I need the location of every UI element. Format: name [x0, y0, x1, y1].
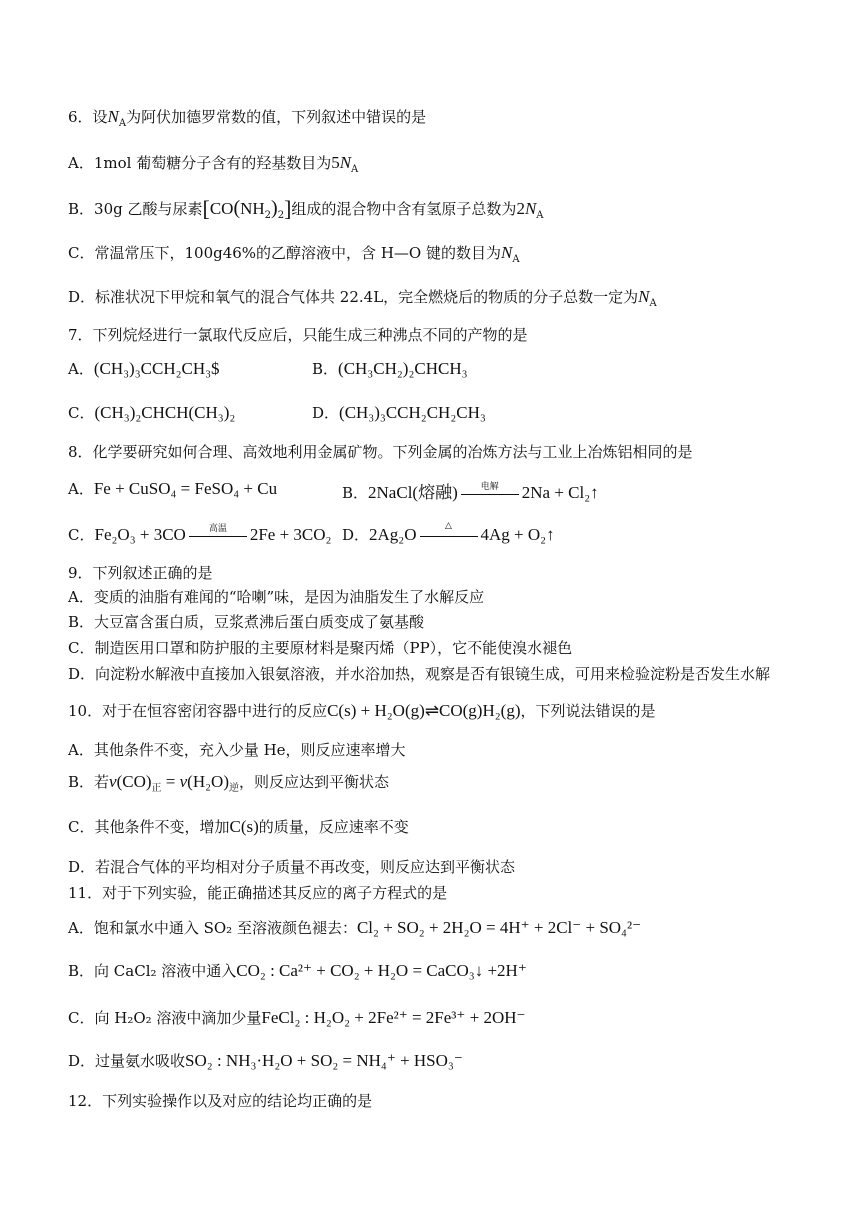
q10-b-reverse: 逆 [228, 783, 239, 794]
q10-option-b [68, 771, 389, 794]
q11-option-b [68, 960, 527, 981]
q10-b-equals: = [161, 772, 180, 791]
q8-c-arrow [189, 524, 247, 543]
na-symbol: N [107, 107, 119, 126]
q8-c-condition: 高温 [208, 524, 227, 534]
q8-d-label: D． [342, 526, 370, 544]
q8-c-left: Fe₂O₃ + 3CO [94, 525, 186, 544]
na-symbol: N [638, 287, 650, 306]
q11-a-pre: A．饱和氯水中通入 SO₂ 至溶液颜色褪去： [68, 919, 357, 937]
q8-option-c [68, 524, 331, 545]
q7-d-formula: (CH₃)₃CCH₂CH₂CH₃ [339, 403, 486, 422]
q8-a-equation: Fe + CuSO₄ = FeSO₄ + Cu [93, 479, 278, 498]
q6-b-formula-co: CO [209, 199, 234, 218]
q6-stem-post: 为阿伏加德罗常数的值，下列叙述中错误的是 [126, 108, 427, 126]
q8-c-label: C． [68, 526, 95, 544]
q11-c-pre: C．向 H₂O₂ 溶液中滴加少量 [68, 1009, 262, 1027]
q10-b-forward: 正 [151, 783, 162, 794]
q11-option-d [68, 1050, 463, 1071]
q8-option-d [342, 521, 555, 545]
q11-b-pre: B．向 CaCl₂ 溶液中通入 [68, 962, 237, 980]
na-subscript: A [118, 118, 127, 129]
na-subscript: A [649, 298, 657, 309]
q6-b-sub-outer: 2 [277, 210, 285, 221]
q9-option-b: B．大豆富含蛋白质，豆浆煮沸后蛋白质变成了氨基酸 [68, 613, 425, 631]
q8-b-right: 2Na + Cl₂↑ [521, 483, 599, 502]
q8-a-label: A． [68, 480, 94, 498]
q11-d-equation: SO₂ : NH₃·H₂O + SO₂ = NH₄⁺ + HSO₃⁻ [185, 1051, 463, 1070]
q10-b-post: ，则反应达到平衡状态 [238, 773, 389, 791]
q11-c-equation: FeCl₂ : H₂O₂ + 2Fe²⁺ = 2Fe³⁺ + 2OH⁻ [261, 1008, 526, 1027]
q9-option-d: D．向淀粉水解液中直接加入银氨溶液，并水浴加热，观察是否有银镜生成，可用来检验淀粉是否发生水解 [68, 665, 771, 683]
q8-b-condition: 电解 [480, 482, 499, 492]
q10-reaction-left: C(s) + H₂O(g) [327, 701, 425, 720]
na-subscript: A [512, 254, 520, 265]
q6-option-b [68, 196, 544, 222]
na-subscript: A [351, 164, 359, 175]
q10-option-c [68, 816, 409, 837]
q10-reaction-right: CO(g)H₂(g) [439, 701, 521, 720]
q7-option-a [68, 358, 220, 379]
q10-stem [68, 700, 656, 721]
q11-d-pre: D．过量氨水吸收 [68, 1052, 186, 1070]
q6-b-value: 2 [516, 199, 525, 218]
q6-stem [68, 106, 426, 129]
bracket-left: [ [202, 196, 210, 221]
q7-b-formula: (CH₃CH₂)₂CHCH₃ [338, 359, 468, 378]
q6-option-d [68, 286, 657, 309]
q8-d-left: 2Ag₂O [369, 525, 417, 544]
q7-stem: 7．下列烷烃进行一氯取代反应后，只能生成三种沸点不同的产物的是 [68, 326, 528, 344]
q6-b-sub: 2 [264, 210, 272, 221]
q10-b-pre: B．若 [68, 773, 110, 791]
na-symbol: N [339, 153, 352, 172]
q7-a-formula: (CH₃)₃CCH₂CH₃$ [93, 359, 220, 378]
q9-option-a: A．变质的油脂有难闻的“哈喇”味，是因为油脂发生了水解反应 [68, 588, 485, 606]
q10-stem-post: ，下列说法错误的是 [520, 702, 656, 720]
q8-b-arrow [461, 482, 519, 501]
q6-b-formula-nh: NH [240, 199, 265, 218]
q11-a-equation: Cl₂ + SO₂ + 2H₂O = 4H⁺ + 2Cl⁻ + SO₄²⁻ [356, 918, 642, 937]
q6-c-text: C．常温常压下，100g46%的乙醇溶液中，含 H—O 键的数目为 [68, 244, 501, 262]
q7-d-label: D． [312, 404, 340, 422]
paren-right: ) [271, 197, 278, 219]
q7-c-formula: (CH₃)₂CHCH(CH₃)₂ [94, 403, 236, 422]
q10-option-d: D．若混合气体的平均相对分子质量不再改变，则反应达到平衡状态 [68, 858, 516, 876]
q8-d-condition: △ [445, 521, 452, 531]
q7-option-d [312, 402, 486, 423]
q7-c-label: C． [68, 404, 95, 422]
bracket-right: ] [284, 196, 292, 221]
q6-b-text: B．30g 乙酸与尿素 [68, 200, 203, 218]
q10-b-v1: v [109, 772, 117, 791]
q10-c-formula: C(s) [229, 817, 259, 836]
q8-c-right: 2Fe + 3CO₂ [249, 525, 332, 544]
q6-b-mid: 组成的混合物中含有氢原子总数为 [291, 200, 517, 218]
q10-option-a: A．其他条件不变，充入少量 He，则反应速率增大 [68, 741, 406, 759]
q11-stem: 11．对于下列实验，能正确描述其反应的离子方程式的是 [68, 884, 448, 902]
q7-b-label: B． [312, 360, 339, 378]
q6-a-value: 5 [331, 153, 340, 172]
q6-d-text: D．标准状况下甲烷和氧气的混合气体共 22.4L，完全燃烧后的物质的分子总数一定为 [68, 288, 639, 306]
q11-option-a [68, 917, 641, 938]
q10-c-pre: C．其他条件不变，增加 [68, 818, 230, 836]
q10-c-post: 的质量，反应速率不变 [258, 818, 409, 836]
na-symbol: N [524, 199, 537, 218]
equilibrium-arrow-icon: ⇌ [424, 701, 440, 721]
q6-stem-pre: 6．设 [68, 108, 108, 126]
q10-b-v2: v [179, 772, 188, 791]
q7-option-c [68, 402, 235, 423]
q7-a-label: A． [68, 360, 94, 378]
q9-option-c: C．制造医用口罩和防护服的主要原材料是聚丙烯（PP），它不能使溴水褪色 [68, 639, 573, 657]
q8-b-left: 2NaCl(熔融) [368, 483, 458, 502]
q10-stem-pre: 10．对于在恒容密闭容器中进行的反应 [68, 702, 328, 720]
paren-left: ( [233, 197, 241, 219]
q11-b-equation: CO₂ : Ca²⁺ + CO₂ + H₂O = CaCO₃↓ +2H⁺ [236, 961, 527, 980]
q8-option-b [342, 478, 599, 503]
q6-option-a [68, 152, 358, 175]
q9-stem: 9．下列叙述正确的是 [68, 564, 213, 582]
q8-option-a [68, 478, 277, 499]
q6-a-text: A．1mol 葡萄糖分子含有的羟基数目为 [68, 154, 332, 172]
na-symbol: N [500, 243, 513, 262]
q7-option-b [312, 358, 468, 379]
q10-b-co: (CO) [116, 772, 152, 791]
q11-option-c [68, 1007, 525, 1028]
q8-d-right: 4Ag + O₂↑ [480, 525, 555, 544]
q10-b-h2o: (H₂O) [187, 772, 229, 791]
q8-stem: 8．化学要研究如何合理、高效地利用金属矿物。下列金属的冶炼方法与工业上冶炼铝相同的是 [68, 443, 693, 461]
q6-option-c [68, 242, 520, 265]
q8-b-label: B． [342, 484, 369, 502]
na-subscript: A [536, 210, 544, 221]
q12-stem: 12．下列实验操作以及对应的结论均正确的是 [68, 1092, 373, 1110]
q8-d-arrow [420, 521, 478, 543]
